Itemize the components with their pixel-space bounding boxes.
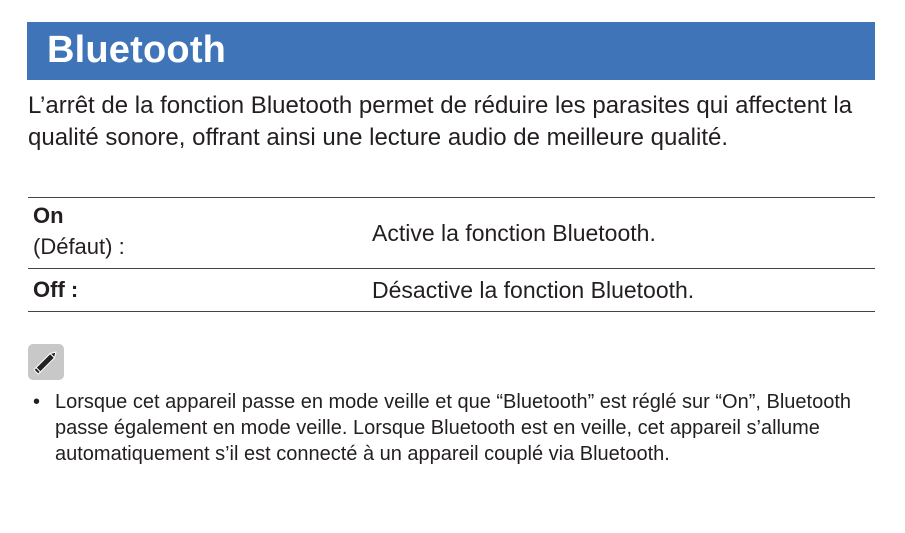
section-header (27, 22, 875, 80)
note-list (28, 389, 858, 467)
table-middle-rule (28, 268, 875, 269)
option-on-label (33, 201, 64, 231)
table-bottom-rule (28, 311, 875, 312)
section-title: Bluetooth (47, 29, 227, 71)
note-item (28, 389, 858, 467)
table-top-rule (28, 197, 875, 198)
pencil-icon (28, 344, 64, 380)
option-off-name: Off : (33, 277, 79, 302)
option-on-name: On (33, 203, 64, 228)
option-on-default-text: (Défaut) : (33, 234, 125, 259)
option-on-description: Active la fonction Bluetooth. (372, 220, 656, 246)
option-on-default (33, 232, 125, 262)
note-text: Lorsque cet appareil passe en mode veille et que “Bluetooth” est réglé sur “On”, Bluetooth passe également en mode veille. Lorsque Bluetooth est en veille, cet appareil s’allume automatiquement s’il est connecté à un appareil couplé via Bluetooth. (55, 391, 852, 465)
intro-paragraph: L’arrêt de la fonction Bluetooth permet de réduire les parasites qui affectent la qualité sonore, offrant ainsi une lecture audio de meilleure qualité. (28, 92, 853, 151)
option-off-label (33, 275, 78, 305)
option-off-description: Désactive la fonction Bluetooth. (372, 277, 695, 303)
bullet-icon: • (33, 391, 41, 413)
